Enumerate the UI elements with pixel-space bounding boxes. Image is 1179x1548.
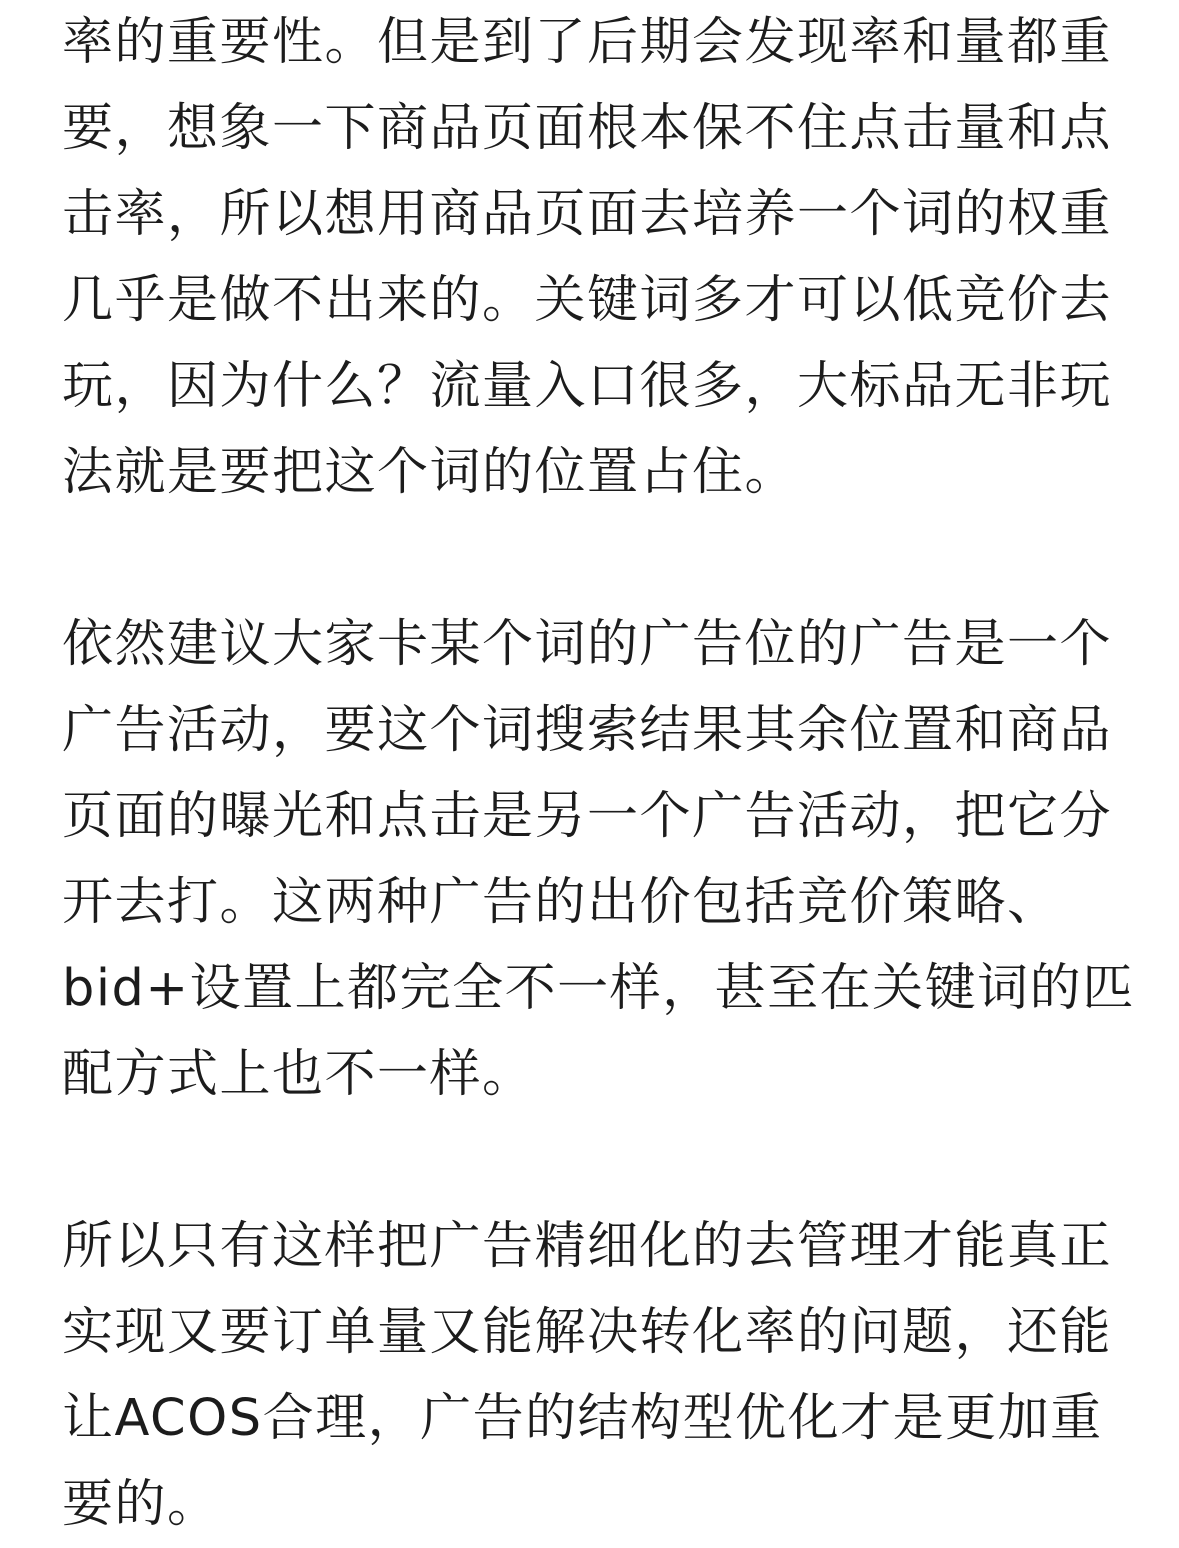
paragraph-spacer bbox=[62, 516, 1122, 602]
text-line: 法就是要把这个词的位置占住。 bbox=[62, 443, 798, 502]
text-line: 配方式上也不一样。 bbox=[62, 1045, 535, 1104]
paragraph-spacer bbox=[62, 1118, 1122, 1204]
text-line: 所以只有这样把广告精细化的去管理才能真正 bbox=[62, 1217, 1113, 1276]
text-line: 页面的曝光和点击是另一个广告活动，把它分 bbox=[62, 787, 1113, 846]
article-body bbox=[62, 0, 1135, 1548]
text-line: 要的。 bbox=[62, 1475, 220, 1534]
text-line: 击率，所以想用商品页面去培养一个词的权重 bbox=[62, 185, 1113, 244]
text-line: 实现又要订单量又能解决转化率的问题，还能 bbox=[62, 1303, 1113, 1362]
text-line: 广告活动，要这个词搜索结果其余位置和商品 bbox=[62, 701, 1113, 760]
text-line: 开去打。这两种广告的出价包括竞价策略、 bbox=[62, 873, 1060, 932]
paragraph-2 bbox=[62, 602, 1135, 1118]
text-line: 要，想象一下商品页面根本保不住点击量和点 bbox=[62, 99, 1113, 158]
paragraph-3 bbox=[62, 1204, 1122, 1548]
text-line: 让ACOS合理，广告的结构型优化才是更加重 bbox=[62, 1389, 1103, 1448]
text-line: bid+设置上都完全不一样，甚至在关键词的匹 bbox=[62, 959, 1135, 1018]
text-line: 几乎是做不出来的。关键词多才可以低竞价去 bbox=[62, 271, 1113, 330]
text-line: 依然建议大家卡某个词的广告位的广告是一个 bbox=[62, 615, 1113, 674]
paragraph-1 bbox=[62, 0, 1122, 516]
text-line: 率的重要性。但是到了后期会发现率和量都重 bbox=[62, 13, 1113, 72]
text-line: 玩，因为什么？流量入口很多，大标品无非玩 bbox=[62, 357, 1113, 416]
